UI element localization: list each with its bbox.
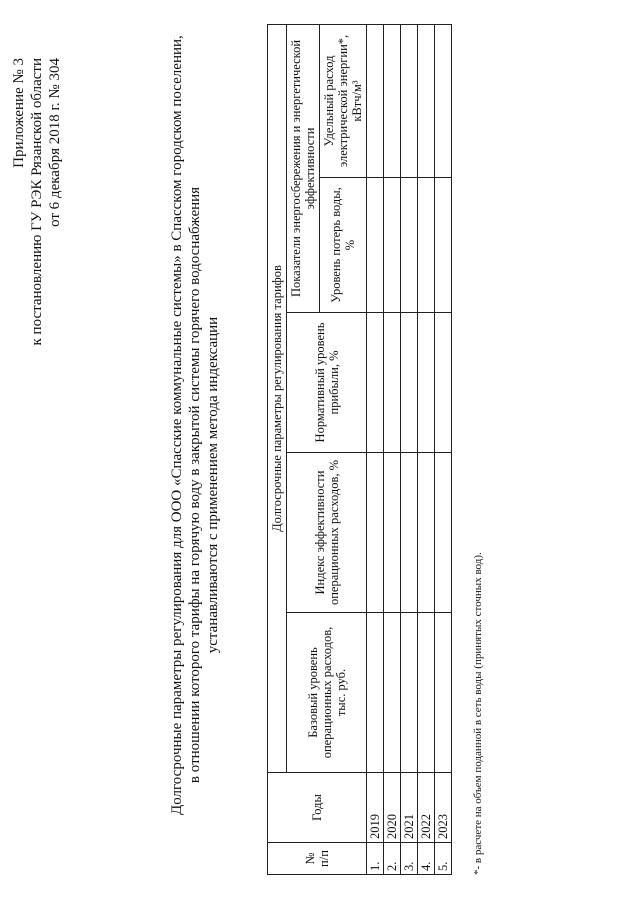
row-profit-level xyxy=(384,313,401,453)
document-title xyxy=(168,35,222,815)
row-number: 1. xyxy=(367,843,384,875)
table-row xyxy=(435,25,452,875)
header-electric-unit: кВтч/м³ xyxy=(350,80,364,122)
appendix-number: Приложение № 3 xyxy=(11,58,27,168)
parameters-table xyxy=(267,24,452,875)
header-profit-level: Нормативный уровень прибыли, % xyxy=(287,313,367,453)
row-year: 2022 xyxy=(418,773,435,843)
row-efficiency-index xyxy=(418,453,435,613)
row-electric-consumption xyxy=(418,25,435,178)
header-energy-group: Показатели энергосбережения и энергетической эффективности xyxy=(287,25,320,313)
row-number: 5. xyxy=(435,843,452,875)
table-body xyxy=(367,25,452,875)
row-electric-consumption xyxy=(435,25,452,178)
row-year: 2021 xyxy=(401,773,418,843)
row-base-expenses xyxy=(401,613,418,773)
row-year: 2019 xyxy=(367,773,384,843)
row-profit-level xyxy=(418,313,435,453)
header-group-params: Долгосрочные параметры регулирования тарифов xyxy=(268,25,287,773)
appendix-header xyxy=(10,58,64,345)
table-row xyxy=(384,25,401,875)
row-water-losses xyxy=(435,178,452,313)
row-number: 4. xyxy=(418,843,435,875)
header-electric-consumption xyxy=(320,25,367,178)
row-electric-consumption xyxy=(401,25,418,178)
row-profit-level xyxy=(367,313,384,453)
row-water-losses xyxy=(418,178,435,313)
row-profit-level xyxy=(401,313,418,453)
header-efficiency-index: Индекс эффективности операционных расходов, % xyxy=(287,453,367,613)
title-line-2: в отношении которого тарифы на горячую воду в закрытой системы горячего водоснабжения xyxy=(187,186,203,784)
appendix-date: от 6 декабря 2018 г. № 304 xyxy=(47,58,63,227)
row-profit-level xyxy=(435,313,452,453)
row-electric-consumption xyxy=(384,25,401,178)
row-year: 2023 xyxy=(435,773,452,843)
header-base-expenses: Базовый уровень операционных расходов, тыс. руб. xyxy=(287,613,367,773)
header-num: № п/п xyxy=(268,843,367,875)
row-efficiency-index xyxy=(401,453,418,613)
title-line-1: Долгосрочные параметры регулирования для ООО «Спасские коммунальные системы» в Спасском городском поселении, xyxy=(169,35,185,815)
row-base-expenses xyxy=(435,613,452,773)
row-base-expenses xyxy=(384,613,401,773)
row-base-expenses xyxy=(367,613,384,773)
row-number: 2. xyxy=(384,843,401,875)
header-years: Годы xyxy=(268,773,367,843)
row-efficiency-index xyxy=(384,453,401,613)
row-efficiency-index xyxy=(367,453,384,613)
row-efficiency-index xyxy=(435,453,452,613)
row-water-losses xyxy=(367,178,384,313)
table-row xyxy=(401,25,418,875)
table-row xyxy=(367,25,384,875)
table-row xyxy=(418,25,435,875)
row-base-expenses xyxy=(418,613,435,773)
header-electric-label: Удельный расход электрической энергии*, xyxy=(322,34,350,168)
header-water-losses: Уровень потерь воды, % xyxy=(320,178,367,313)
appendix-resolution: к постановлению ГУ РЭК Рязанской области xyxy=(29,58,45,346)
footnote: *- в расчете на объем поданной в сеть воды (принятых сточных вод). xyxy=(472,552,484,875)
row-water-losses xyxy=(401,178,418,313)
row-number: 3. xyxy=(401,843,418,875)
row-water-losses xyxy=(384,178,401,313)
row-year: 2020 xyxy=(384,773,401,843)
title-line-3: устанавливаются с применением метода индексации xyxy=(205,316,221,654)
row-electric-consumption xyxy=(367,25,384,178)
